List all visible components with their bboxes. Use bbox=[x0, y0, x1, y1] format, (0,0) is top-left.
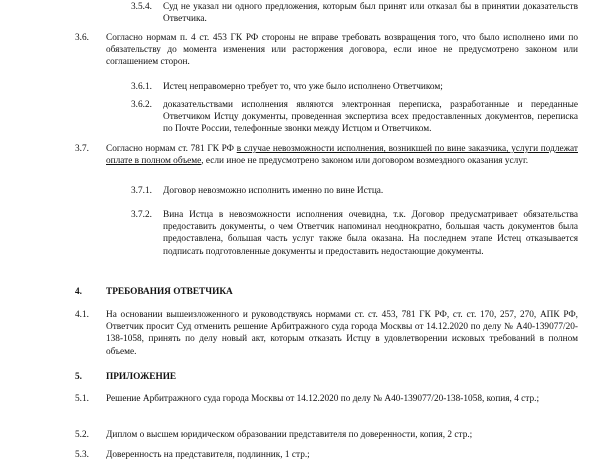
section-4-heading: ТРЕБОВАНИЯ ОТВЕТЧИКА bbox=[106, 287, 233, 297]
clause-number: 3.7.2. bbox=[131, 210, 152, 220]
clause-number: 5.2. bbox=[75, 430, 89, 440]
clause-number: 3.5.4. bbox=[131, 2, 152, 12]
clause-3-7-text bbox=[106, 143, 578, 167]
clause-number: 3.6.2. bbox=[131, 100, 152, 110]
clause-3-7-2-text: Вина Истца в невозможности исполнения очевидна, т.к. Договор предусматривает обязательства предоставить документы, о чем Ответчик напоминал неоднократно, большая часть документов была предоставлена, большая часть услуг также была оказана. На последнем этапе Истец отказывается подписать подготовленные документы и предоставить недостающие документы. bbox=[163, 210, 578, 257]
section-number: 4. bbox=[75, 287, 82, 297]
clause-3-6-1-text: Истец неправомерно требует то, что уже было исполнено Ответчиком; bbox=[163, 82, 443, 92]
clause-3-6-text: Согласно нормам п. 4 ст. 453 ГК РФ стороны не вправе требовать возвращения того, что было исполнено ими по обязательству до момента изменения или расторжения договора, если иное не предусмотрено законом или соглашением сторон. bbox=[106, 33, 578, 68]
clause-number: 5.1. bbox=[75, 394, 89, 404]
clause-3-7-text-b: , если иное не предусмотрено законом или договором возмездного оказания услуг. bbox=[201, 156, 529, 167]
section-5-heading: ПРИЛОЖЕНИЕ bbox=[106, 372, 177, 382]
clause-3-6-2-text: доказательствами исполнения являются электронная переписка, разработанные и переданные Ответчиком Истцу документы, проведенная экспертиза всех предоставленных документов, переписка по Почте России, телефонные звонки между Истцом и Ответчиком. bbox=[163, 100, 578, 135]
clause-number: 3.7. bbox=[75, 144, 89, 154]
clause-number: 4.1. bbox=[75, 310, 89, 320]
clause-number: 3.7.1. bbox=[131, 186, 152, 196]
section-number: 5. bbox=[75, 372, 82, 382]
clause-5-2-text: Диплом о высшем юридическом образовании представителя по доверенности, копия, 2 стр.; bbox=[106, 430, 473, 440]
clause-number: 3.6. bbox=[75, 33, 89, 43]
clause-3-7-text-a: Согласно нормам ст. 781 ГК РФ bbox=[106, 144, 237, 154]
clause-number: 5.3. bbox=[75, 450, 89, 460]
clause-4-1-text: На основании вышеизложенного и руководствуясь нормами ст. ст. 453, 781 ГК РФ, ст. ст. 170, 257, 270, АПК РФ, Ответчик просит Суд отменить решение Арбитражного суда города Москвы от 14.12.2020 по делу № А40-139077/20-138-1058, принять по делу новый акт, которым отказать Истцу в удовлетворении исковых требований в полном объеме. bbox=[106, 310, 578, 357]
clause-3-7-1-text: Договор невозможно исполнить именно по вине Истца. bbox=[163, 186, 384, 196]
clause-5-3-text: Доверенность на представителя, подлинник, 1 стр.; bbox=[106, 450, 310, 460]
clause-5-1-text: Решение Арбитражного суда города Москвы от 14.12.2020 по делу № А40-139077/20-138-1058, копия, 4 стр.; bbox=[106, 394, 540, 404]
clause-3-7-underlined: в случае невозможности исполнения, возникшей по вине заказчика, услуги подлежат оплате в полном объеме bbox=[106, 144, 578, 167]
clause-3-5-4-text: Суд не указал ни одного предложения, которым был принят или отказал бы в принятии доказательств Ответчика. bbox=[163, 2, 578, 25]
clause-number: 3.6.1. bbox=[131, 82, 152, 92]
